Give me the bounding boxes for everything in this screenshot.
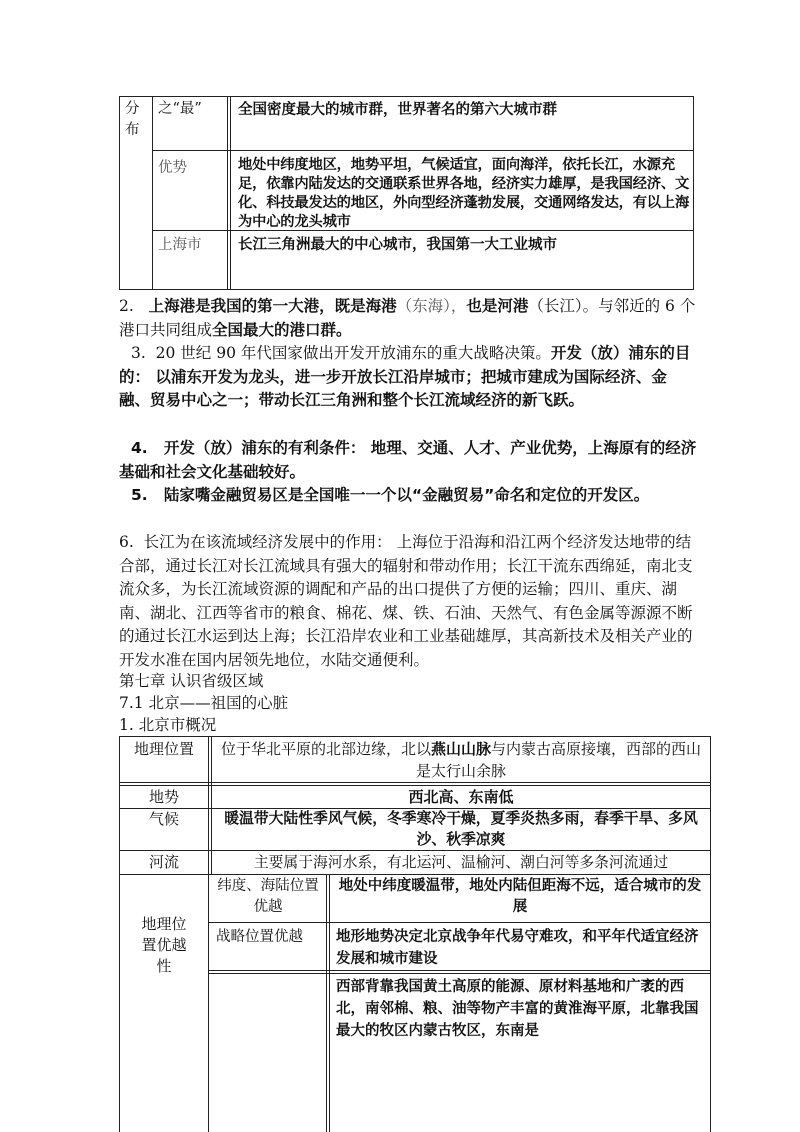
paragraph-item-6 [119, 531, 697, 672]
label-climate: 气候 [148, 810, 179, 828]
content-terrain: 西北高、东南低 [408, 788, 514, 806]
item-4-text: 开发（放）浦东的有利条件： 地理、交通、人才、产业优势，上海原有的经济基础和社会文化基础较好。 [119, 439, 697, 481]
subsection-title: 1. 北京市概况 [119, 716, 217, 734]
item-3-lead: 20 世纪 90 年代国家做出开发开放浦东的重大战略决策。 [155, 344, 551, 362]
label-terrain: 地势 [148, 788, 179, 806]
location-mountain: 燕山山脉 [430, 740, 491, 758]
item-5-text: 陆家嘴金融贸易区是全国唯一一个以“金融贸易”命名和定位的开发区。 [163, 486, 650, 504]
sub3-content: 西部背靠我国黄土高原的能源、原材料基地和广袤的西北，南邻棉、粮、油等物产丰富的黄淮海平原，北靠我国最大的牧区内蒙古牧区，东南是 [336, 979, 699, 1039]
row-label-shanghai: 上海市 [158, 237, 202, 253]
sub2-label: 战略位置优越 [216, 929, 303, 945]
item-2-bold-a: 上海港是我国的第一大港，既是海港 [148, 297, 397, 315]
sub2-content: 地形地势决定北京战争年代易守难攻，和平年代适宜经济发展和城市建设 [336, 929, 699, 967]
item-2-bold-c: 全国最大的港口群。 [212, 320, 352, 339]
item-6-text: 长江为在该流域经济发展中的作用： 上海位于沿海和沿江两个经济发达地带的结合部，通过长江对长江流域具有强大的辐射和带动作用；长江干流东西绵延，南北支流众多，为长江流域资源的调配和产品的出口提供了方便的运输；四川、重庆、湖南、湖北、江西等省市的粮食、棉花、煤、铁、石油、天然气、有色金属等源源不断的通过长江水运到达上海；长江沿岸农业和工业基础雄厚，其高新技术及相关产业的开发水准在国内居领先地位，水陆交通便利。 [119, 533, 693, 669]
label-advantage: 地理位置优越性 [141, 915, 187, 975]
item-2-note-a: （东海）， [396, 297, 467, 315]
label-location: 地理位置 [133, 740, 194, 758]
label-river: 河流 [148, 853, 179, 871]
item-2-bold-b: 也是河港 [466, 297, 529, 315]
content-river: 主要属于海河水系，有北运河、温榆河、潮白河等多条河流通过 [253, 854, 669, 871]
paragraph-item-3 [119, 342, 697, 413]
sub1-content: 地处中纬度暖温带，地处内陆但距海不远，适合城市的发展 [338, 878, 702, 915]
row-label-advantage: 优势 [158, 160, 187, 176]
chapter-title: 第七章 认识省级区域 [119, 672, 264, 690]
paragraph-item-4 [119, 437, 697, 484]
section-title: 7.1 北京——祖国的心脏 [119, 694, 289, 712]
item-3-num: 3. [131, 344, 146, 362]
content-climate: 暖温带大陆性季风气候，冬季寒冷干燥，夏季炎热多雨，春季干旱、多风沙、秋季凉爽 [224, 810, 698, 848]
paragraph-item-5 [119, 484, 697, 508]
row-content-advantage: 地处中纬度地区，地势平坦，气候适宜，面向海洋，依托长江，水源充足，依靠内陆发达的交通联系世界各地，经济实力雄厚，是我国经济、文化、科技最发达的地区，外向型经济蓬勃发展，交通网络发达，有以上海为中心的龙头城市 [238, 157, 690, 230]
content-location [216, 738, 706, 782]
item-3-purpose: 开发（放）浦东的目的： 以浦东开发为龙头，进一步开放长江沿岸城市；把城市建成为国际经济、金融、贸易中心之一；带动长江三角洲和整个长江流域经济的新飞跃。 [119, 344, 691, 409]
item-2-text: （长江）。与邻近的 6 个港口共同组成 [119, 297, 696, 339]
item-4-num: 4. [131, 439, 148, 457]
row-label-zui: 之“最” [158, 101, 202, 117]
item-5-num: 5. [131, 486, 148, 504]
location-text-a: 位于华北平原的北部边缘，北以 [220, 740, 431, 758]
row-content-zui: 全国密度最大的城市群，世界著名的第六大城市群 [238, 102, 557, 118]
sub1-label: 纬度、海陆位置优越 [217, 878, 319, 915]
item-2-num: 2. [119, 297, 134, 315]
paragraph-item-2 [119, 295, 697, 342]
group-label: 分布 [125, 101, 140, 138]
row-content-shanghai: 长江三角洲最大的中心城市，我国第一大工业城市 [238, 237, 557, 253]
location-text-c: 与内蒙古高原接壤，西部的西山是太行山余脉 [415, 740, 702, 780]
item-6-num: 6. [119, 533, 134, 551]
